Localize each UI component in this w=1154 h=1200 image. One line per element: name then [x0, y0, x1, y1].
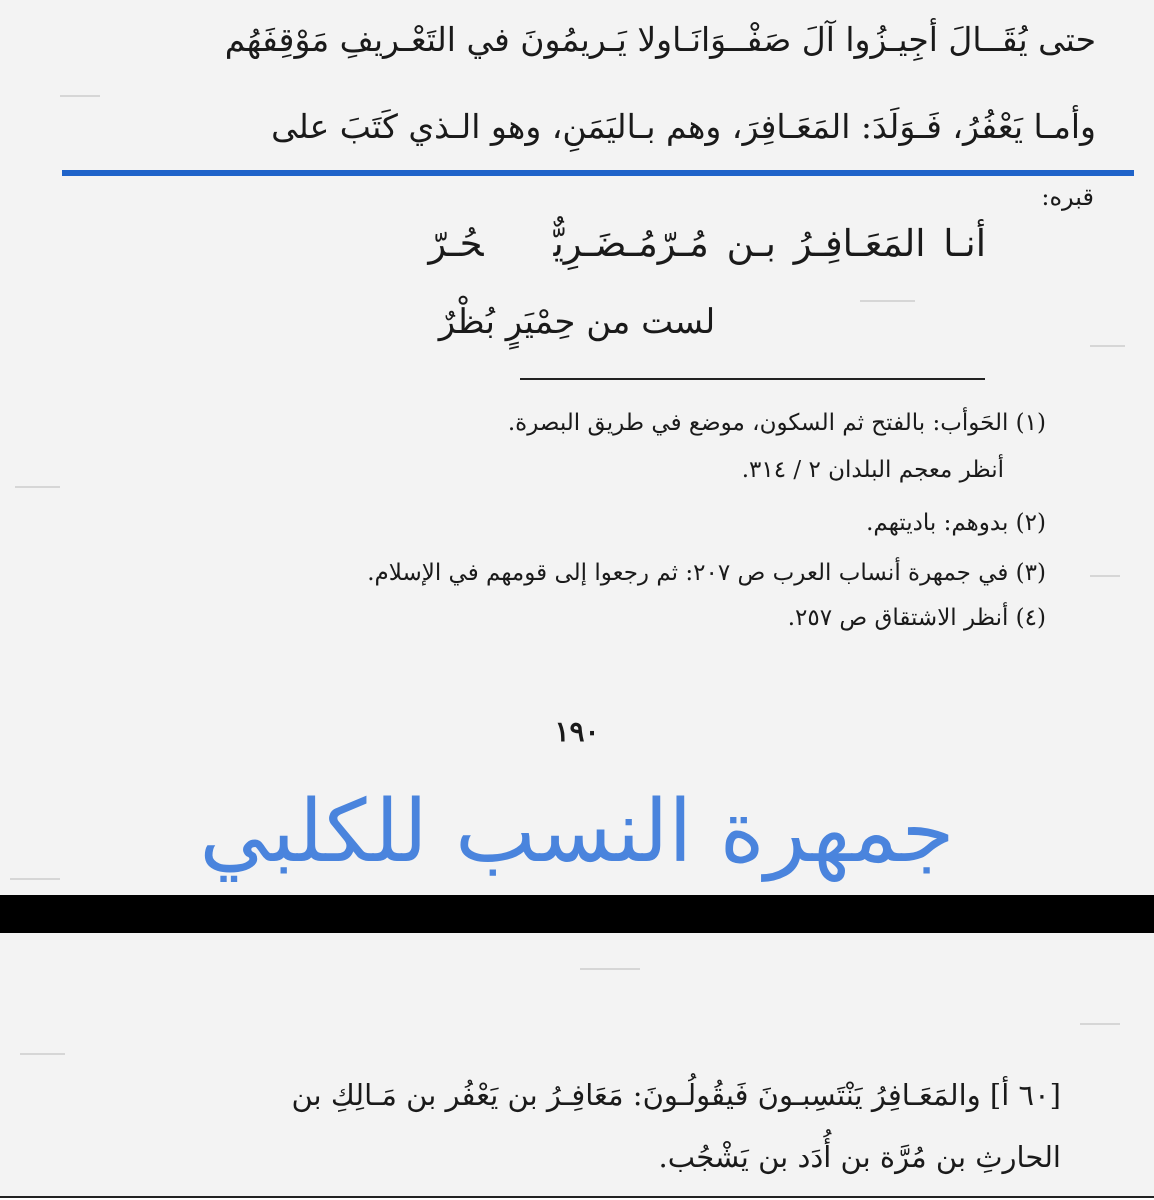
scan-speck: [1090, 575, 1120, 577]
scan-speck: [1090, 345, 1125, 347]
text-line-3: قبره:: [1041, 183, 1094, 211]
divider-band: [0, 895, 1154, 933]
scan-speck: [60, 95, 100, 97]
footnote-4: (٤) أنظر الاشتقاق ص ٢٥٧.: [787, 605, 1046, 631]
footnote-3: (٣) في جمهرة أنساب العرب ص ٢٠٧: ثم رجعوا إلى قومهم في الإسلام.: [367, 560, 1046, 586]
verse-line-2: لست من حِمْيَرٍ بُظْرٌ: [438, 302, 716, 342]
verse-1-part-b: مُـضَـرِيٌّ: [553, 222, 658, 265]
footnote-separator: [520, 378, 985, 380]
page-number: ١٩٠: [554, 715, 600, 748]
bottom-text-line-1: [٦٠ أ] والمَعَـافِرُ يَنْتَسِبـونَ فَيقُولُـونَ: مَعَافِـرُ بن يَعْفُر بن مَـالِكِ بن: [291, 1078, 1061, 1112]
scan-speck: [1080, 1023, 1120, 1025]
text-line-1-hemistich-a: ولا يَـريمُونَ في التَعْـريفِ مَوْقِفَهُم: [224, 20, 673, 59]
bottom-text-line-2: الحارثِ بن مُرَّة بن أُدَد بن يَشْجُب.: [658, 1140, 1061, 1174]
scan-speck: [580, 968, 640, 970]
verse-1-part-c: حُـرّ: [428, 222, 484, 265]
footnote-1-continued: أنظر معجم البلدان ٢ / ٣١٤.: [741, 457, 1004, 483]
text-line-2: وأمـا يَعْفُرُ، فَـوَلَدَ: المَعَـافِرَ، وهم بـاليَمَنِ، وهو الـذي كَتَبَ على: [271, 107, 1096, 146]
text-line-1: [185, 20, 1096, 59]
verse-line-1: [358, 222, 986, 265]
scan-speck: [20, 1053, 65, 1055]
verse-1-part-a: أنـا المَعَـافِـرُ بـن مُـرّ: [657, 222, 986, 265]
footnote-1: (١) الحَوأب: بالفتح ثم السكون، موضع في طريق البصرة.: [507, 410, 1046, 436]
blue-highlight-underline: [62, 170, 1134, 176]
bottom-edge-line: [0, 1196, 1154, 1198]
book-title-overlay: جمهرة النسب للكلبي: [199, 782, 955, 882]
text-line-1-hemistich-b: حتى يُقَــالَ أجِيـزُوا آلَ صَفْــوَانَـا: [672, 20, 1096, 59]
scan-speck: [15, 486, 60, 488]
footnote-2: (٢) بدوهم: باديتهم.: [866, 510, 1046, 536]
